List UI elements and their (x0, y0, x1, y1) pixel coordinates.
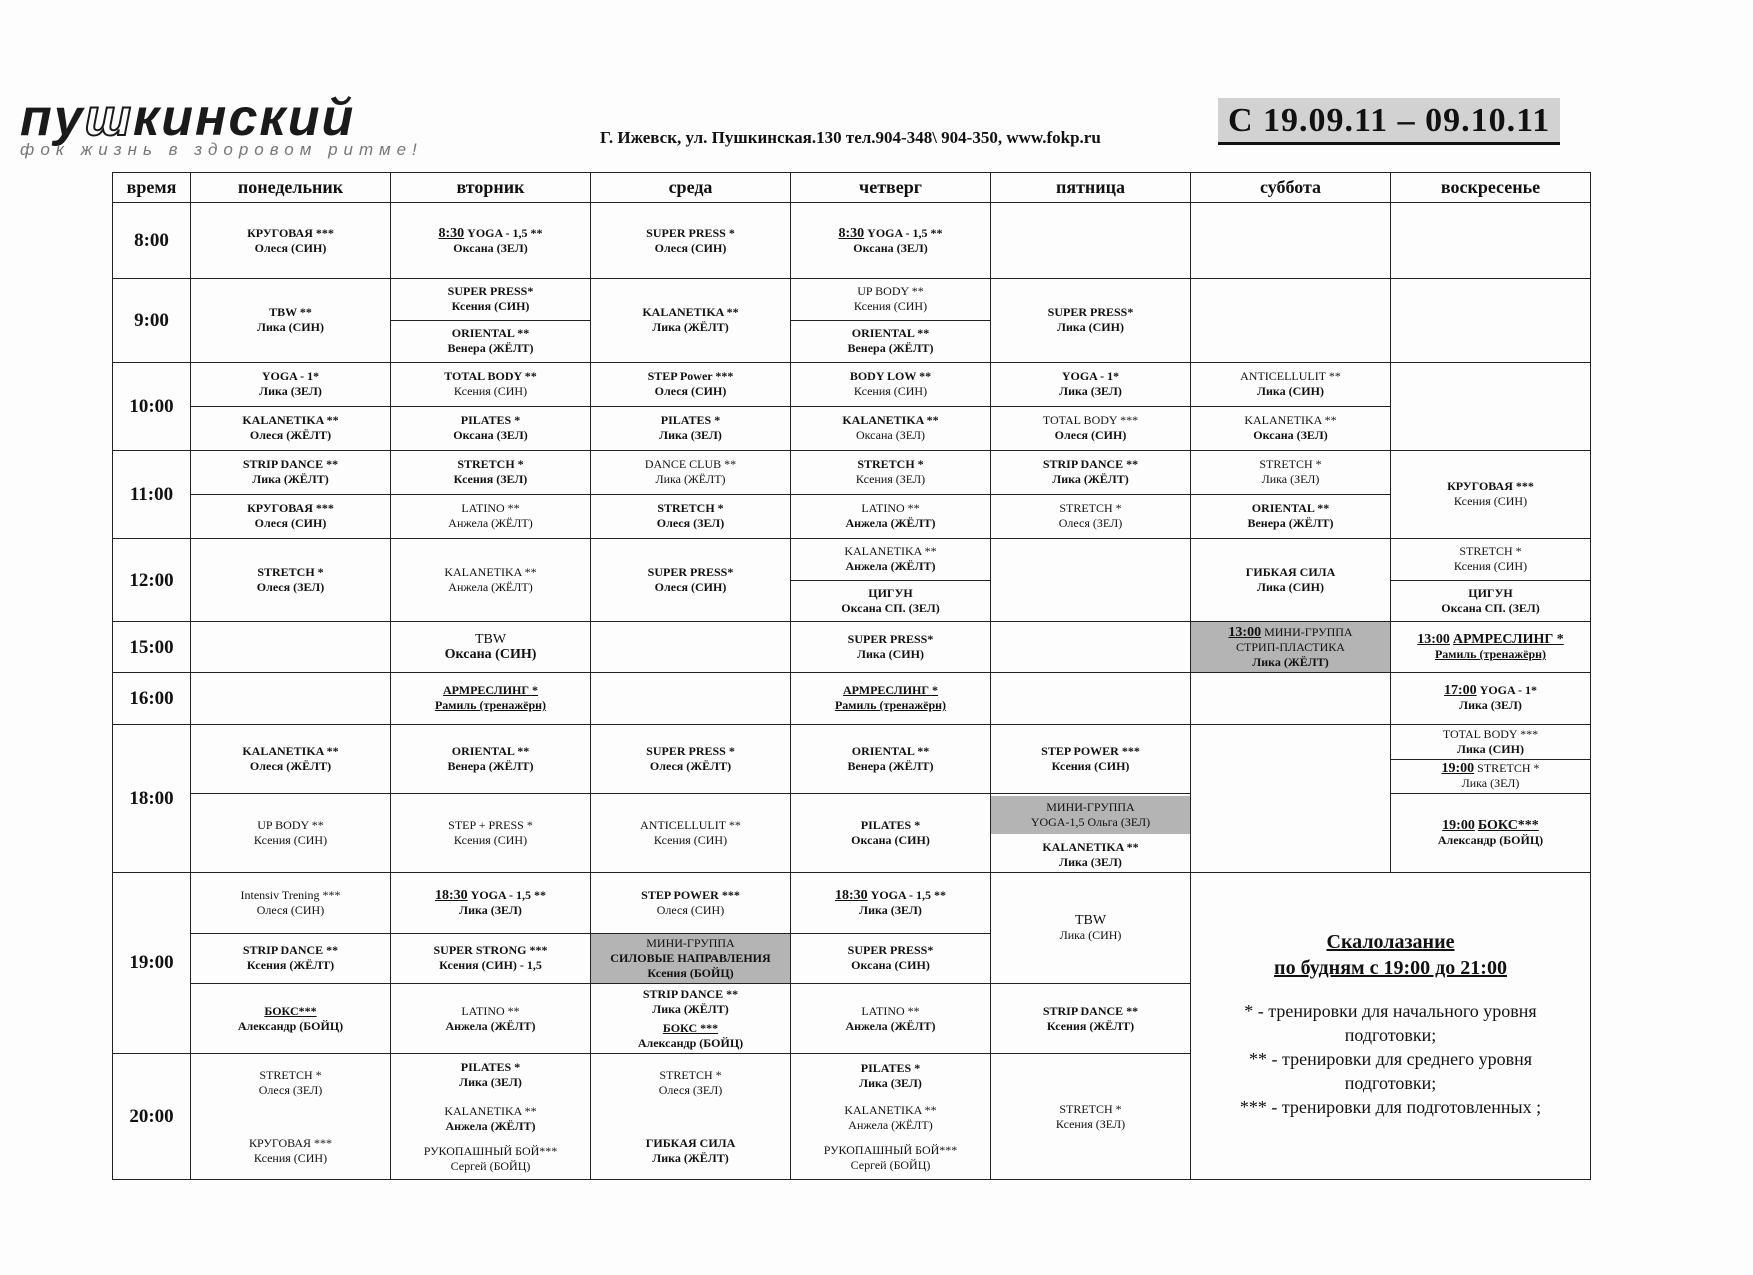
class-cell: ANTICELLULIT ** Ксения (СИН) (591, 794, 791, 873)
class-cell: 13:00 АРМРЕСЛИНГ * Рамиль (тренажёрн) (1391, 622, 1591, 672)
time-cell: 8:00 (113, 203, 191, 278)
address: Г. Ижевск, ул. Пушкинская.130 тел.904-348\ 904-350, www.fokp.ru (600, 128, 1101, 147)
class-cell: LATINO ** Анжела (ЖЁЛТ) (791, 983, 991, 1053)
class-cell: STRIP DANCE ** Ксения (ЖЁЛТ) (191, 933, 391, 983)
class-cell: КРУГОВАЯ *** Ксения (СИН) (1391, 450, 1591, 538)
class-cell: Intensiv Trening *** Олеся (СИН) (191, 872, 391, 933)
legend-box (1191, 872, 1591, 1179)
class-cell: YOGA - 1* Лика (ЗЕЛ) (191, 362, 391, 406)
empty-cell (591, 622, 791, 672)
class-cell: UP BODY ** Ксения (СИН) (191, 794, 391, 873)
empty-cell (991, 622, 1191, 672)
class-cell: SUPER STRONG *** Ксения (СИН) - 1,5 (391, 933, 591, 983)
class-cell: 19:00 STRETCH * Лика (ЗЕЛ) (1391, 759, 1591, 794)
class-cell-highlighted: 13:00 МИНИ-ГРУППА СТРИП-ПЛАСТИКА Лика (ЖЁЛТ) (1191, 622, 1391, 672)
class-cell: LATINO ** Анжела (ЖЁЛТ) (791, 494, 991, 538)
class-cell: STRETCH * Ксения (ЗЕЛ) (791, 450, 991, 494)
empty-cell (1391, 278, 1591, 362)
class-cell: SUPER PRESS* Оксана (СИН) (791, 933, 991, 983)
class-cell: 8:30 YOGA - 1,5 ** Оксана (ЗЕЛ) (791, 203, 991, 278)
class-cell: ORIENTAL ** Венера (ЖЁЛТ) (791, 320, 991, 362)
class-cell: TBW ** Лика (СИН) (191, 278, 391, 362)
empty-cell (191, 622, 391, 672)
class-cell: STRIP DANCE ** Лика (ЖЁЛТ) БОКС *** Александр (БОЙЦ) (591, 983, 791, 1053)
class-cell: STRETCH * Лика (ЗЕЛ) (1191, 450, 1391, 494)
class-cell: KALANETIKA ** Анжела (ЖЁЛТ) (791, 538, 991, 580)
class-cell: KALANETIKA ** Лика (ЖЁЛТ) (591, 278, 791, 362)
empty-cell (1191, 725, 1391, 873)
class-cell: LATINO ** Анжела (ЖЁЛТ) (391, 494, 591, 538)
legend-title: Скалолазание (1326, 930, 1455, 953)
class-cell: STRIP DANCE ** Лика (ЖЁЛТ) (991, 450, 1191, 494)
class-cell: STRETCH * Олеся (ЗЕЛ) (991, 494, 1191, 538)
time-cell: 9:00 (113, 278, 191, 362)
class-cell: KALANETIKA ** Анжела (ЖЁЛТ) (391, 538, 591, 622)
class-cell: STEP + PRESS * Ксения (СИН) (391, 794, 591, 873)
time-cell: 16:00 (113, 672, 191, 724)
logo (20, 89, 530, 172)
class-cell: ORIENTAL ** Венера (ЖЁЛТ) (1191, 494, 1391, 538)
time-cell: 10:00 (113, 362, 191, 450)
class-cell: 17:00 YOGA - 1* Лика (ЗЕЛ) (1391, 672, 1591, 724)
class-cell: STEP POWER *** Олеся (СИН) (591, 872, 791, 933)
class-cell: PILATES * Оксана (ЗЕЛ) (391, 406, 591, 450)
class-cell: 8:30 YOGA - 1,5 ** Оксана (ЗЕЛ) (391, 203, 591, 278)
class-cell: UP BODY ** Ксения (СИН) (791, 278, 991, 320)
class-cell: SUPER PRESS* Лика (СИН) (791, 622, 991, 672)
class-cell: 18:30 YOGA - 1,5 ** Лика (ЗЕЛ) (791, 872, 991, 933)
col-header: вторник (391, 173, 591, 203)
col-header: воскресенье (1391, 173, 1591, 203)
class-cell: KALANETIKA ** Оксана (ЗЕЛ) (791, 406, 991, 450)
class-cell: STEP Power *** Олеся (СИН) (591, 362, 791, 406)
class-cell: ANTICELLULIT ** Лика (СИН) (1191, 362, 1391, 406)
col-header: пятница (991, 173, 1191, 203)
class-cell: 19:00 БОКС*** Александр (БОЙЦ) (1391, 794, 1591, 873)
empty-cell (991, 538, 1191, 622)
col-header: понедельник (191, 173, 391, 203)
class-cell: STRETCH * Олеся (ЗЕЛ) ГИБКАЯ СИЛА Лика (ЖЁЛТ) (591, 1054, 791, 1180)
class-cell: SUPER PRESS* Лика (СИН) (991, 278, 1191, 362)
legend-subtitle: по будням с 19:00 до 21:00 (1274, 956, 1507, 979)
class-cell: BODY LOW ** Ксения (СИН) (791, 362, 991, 406)
empty-cell (591, 672, 791, 724)
class-cell: ЦИГУН Оксана СП. (ЗЕЛ) (791, 580, 991, 622)
logo-wordmark: пушкинский (20, 89, 356, 147)
mini-group-highlight: МИНИ-ГРУППА YOGA-1,5 Ольга (ЗЕЛ) (991, 796, 1190, 834)
col-header: среда (591, 173, 791, 203)
class-cell: PILATES * Оксана (СИН) (791, 794, 991, 873)
time-cell: 15:00 (113, 622, 191, 672)
class-cell: SUPER PRESS * Олеся (СИН) (591, 203, 791, 278)
class-cell: STRETCH * Ксения (СИН) (1391, 538, 1591, 580)
logo-tagline: фок жизнь в здоровом ритме! (20, 140, 423, 159)
class-cell: YOGA - 1* Лика (ЗЕЛ) (991, 362, 1191, 406)
class-cell: БОКС*** Александр (БОЙЦ) (191, 983, 391, 1053)
header-row (113, 173, 1591, 203)
class-cell: STRETCH * Олеся (ЗЕЛ) (191, 538, 391, 622)
class-cell: STRIP DANCE ** Лика (ЖЁЛТ) (191, 450, 391, 494)
empty-cell (991, 672, 1191, 724)
class-cell: KALANETIKA ** Олеся (ЖЁЛТ) (191, 725, 391, 794)
class-cell: АРМРЕСЛИНГ * Рамиль (тренажёрн) (791, 672, 991, 724)
col-header: суббота (1191, 173, 1391, 203)
class-cell: TOTAL BODY ** Ксения (СИН) (391, 362, 591, 406)
class-cell: ORIENTAL ** Венера (ЖЁЛТ) (391, 725, 591, 794)
class-cell: STRETCH * Ксения (ЗЕЛ) (991, 1054, 1191, 1180)
class-cell: SUPER PRESS* Ксения (СИН) (391, 278, 591, 320)
class-cell: STRIP DANCE ** Ксения (ЖЁЛТ) (991, 983, 1191, 1053)
class-cell: АРМРЕСЛИНГ * Рамиль (тренажёрн) (391, 672, 591, 724)
empty-cell (191, 672, 391, 724)
class-cell: TBW Оксана (СИН) (391, 622, 591, 672)
class-cell: PILATES * Лика (ЗЕЛ) (591, 406, 791, 450)
class-cell: SUPER PRESS * Олеся (ЖЁЛТ) (591, 725, 791, 794)
schedule-table (112, 172, 1591, 1180)
class-cell: PILATES * Лика (ЗЕЛ) KALANETIKA ** Анжела (ЖЁЛТ) РУКОПАШНЫЙ БОЙ*** Сергей (БОЙЦ) (391, 1054, 591, 1180)
class-cell: LATINO ** Анжела (ЖЁЛТ) (391, 983, 591, 1053)
time-cell: 18:00 (113, 725, 191, 873)
col-header: время (113, 173, 191, 203)
class-cell: KALANETIKA ** Олеся (ЖЁЛТ) (191, 406, 391, 450)
class-cell: TBW Лика (СИН) (991, 872, 1191, 983)
date-range: С 19.09.11 – 09.10.11 (1218, 98, 1560, 145)
class-cell: ORIENTAL ** Венера (ЖЁЛТ) (791, 725, 991, 794)
empty-cell (1191, 672, 1391, 724)
class-cell: STRETCH * Олеся (ЗЕЛ) (591, 494, 791, 538)
class-cell: STRETCH * Ксения (ЗЕЛ) (391, 450, 591, 494)
col-header: четверг (791, 173, 991, 203)
class-cell: TOTAL BODY *** Лика (СИН) (1391, 725, 1591, 760)
time-cell: 12:00 (113, 538, 191, 622)
empty-cell (1391, 203, 1591, 278)
class-cell: МИНИ-ГРУППА YOGA-1,5 Ольга (ЗЕЛ) KALANETIKA ** Лика (ЗЕЛ) (991, 794, 1191, 873)
empty-cell (991, 203, 1191, 278)
class-cell: КРУГОВАЯ *** Олеся (СИН) (191, 494, 391, 538)
time-cell: 19:00 (113, 872, 191, 1053)
class-cell: STEP POWER *** Ксения (СИН) (991, 725, 1191, 794)
time-cell: 11:00 (113, 450, 191, 538)
class-cell: TOTAL BODY *** Олеся (СИН) (991, 406, 1191, 450)
class-cell: ГИБКАЯ СИЛА Лика (СИН) (1191, 538, 1391, 622)
time-cell: 20:00 (113, 1054, 191, 1180)
class-cell: STRETCH * Олеся (ЗЕЛ) КРУГОВАЯ *** Ксения (СИН) (191, 1054, 391, 1180)
empty-cell (1191, 203, 1391, 278)
class-cell: SUPER PRESS* Олеся (СИН) (591, 538, 791, 622)
empty-cell (1191, 278, 1391, 362)
class-cell: KALANETIKA ** Оксана (ЗЕЛ) (1191, 406, 1391, 450)
class-cell: ЦИГУН Оксана СП. (ЗЕЛ) (1391, 580, 1591, 622)
class-cell: PILATES * Лика (ЗЕЛ) KALANETIKA ** Анжела (ЖЁЛТ) РУКОПАШНЫЙ БОЙ*** Сергей (БОЙЦ) (791, 1054, 991, 1180)
class-cell: КРУГОВАЯ *** Олеся (СИН) (191, 203, 391, 278)
class-cell-highlighted: МИНИ-ГРУППА СИЛОВЫЕ НАПРАВЛЕНИЯ Ксения (БОЙЦ) (591, 933, 791, 983)
class-cell: 18:30 YOGA - 1,5 ** Лика (ЗЕЛ) (391, 872, 591, 933)
class-cell: ORIENTAL ** Венера (ЖЁЛТ) (391, 320, 591, 362)
class-cell: DANCE CLUB ** Лика (ЖЁЛТ) (591, 450, 791, 494)
legend-levels: * - тренировки для начального уровня подготовки; ** - тренировки для среднего уровня подготовки; *** - тренировки для подготовленных ; (1239, 1000, 1542, 1117)
empty-cell (1391, 362, 1591, 450)
